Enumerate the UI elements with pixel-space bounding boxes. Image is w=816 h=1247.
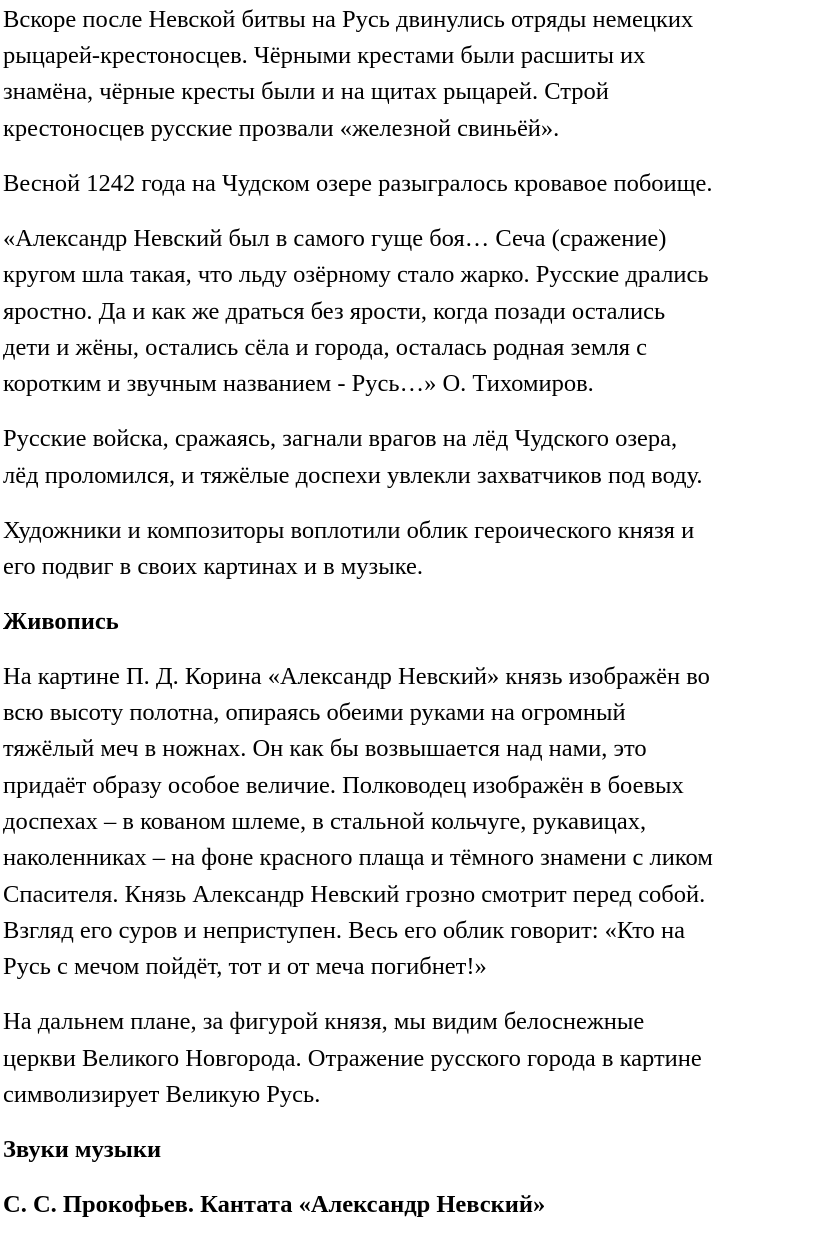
- text-line: лёд проломился, и тяжёлые доспехи увлекли захватчиков под воду.: [3, 462, 703, 489]
- text-line: наколенниках – на фоне красного плаща и тёмного знамени с ликом: [3, 844, 713, 871]
- text-line: церкви Великого Новгорода. Отражение русского города в картине: [3, 1045, 702, 1072]
- text-line: На картине П. Д. Корина «Александр Невский» князь изображён во: [3, 663, 710, 690]
- text-line: доспехах – в кованом шлеме, в стальной кольчуге, рукавицах,: [3, 808, 647, 835]
- text-line: крестоносцев русские прозвали «железной свиньёй».: [3, 115, 560, 142]
- heading-music: Звуки музыки: [3, 1136, 162, 1163]
- text-line: Спасителя. Князь Александр Невский грозно смотрит перед собой.: [3, 881, 706, 908]
- text-line: дети и жёны, остались сёла и города, осталась родная земля с: [3, 334, 648, 361]
- text-line: «Александр Невский был в самого гуще боя… Сеча (сражение): [3, 225, 667, 252]
- text-line: символизирует Великую Русь.: [3, 1081, 321, 1108]
- text-line: всю высоту полотна, опираясь обеими руками на огромный: [3, 699, 626, 726]
- text-line: Художники и композиторы воплотили облик героического князя и: [3, 517, 695, 544]
- text-line: рыцарей-крестоносцев. Чёрными крестами были расшиты их: [3, 42, 646, 69]
- heading-painting: Живопись: [3, 608, 119, 635]
- text-line: тяжёлый меч в ножнах. Он как бы возвышается над нами, это: [3, 735, 647, 762]
- text-line: придаёт образу особое величие. Полководец изображён в боевых: [3, 772, 684, 799]
- text-line: Весной 1242 года на Чудском озере разыгралось кровавое побоище.: [3, 170, 713, 197]
- text-line: На дальнем плане, за фигурой князя, мы видим белоснежные: [3, 1008, 645, 1035]
- text-line: яростно. Да и как же драться без ярости, когда позади остались: [3, 298, 666, 325]
- text-line: кругом шла такая, что льду озёрному стало жарко. Русские дрались: [3, 261, 709, 288]
- text-line: его подвиг в своих картинах и в музыке.: [3, 553, 423, 580]
- text-line: коротким и звучным названием - Русь…» О. Тихомиров.: [3, 370, 594, 397]
- text-line: Русские войска, сражаясь, загнали врагов на лёд Чудского озера,: [3, 425, 678, 452]
- text-line: Вскоре после Невской битвы на Русь двинулись отряды немецких: [3, 6, 694, 33]
- text-line: Русь с мечом пойдёт, тот и от меча погибнет!»: [3, 953, 487, 980]
- text-line: Взгляд его суров и неприступен. Весь его облик говорит: «Кто на: [3, 917, 686, 944]
- heading-prokofiev-cantata: С. С. Прокофьев. Кантата «Александр Невский»: [3, 1191, 546, 1218]
- text-line: знамёна, чёрные кресты были и на щитах рыцарей. Строй: [3, 78, 609, 105]
